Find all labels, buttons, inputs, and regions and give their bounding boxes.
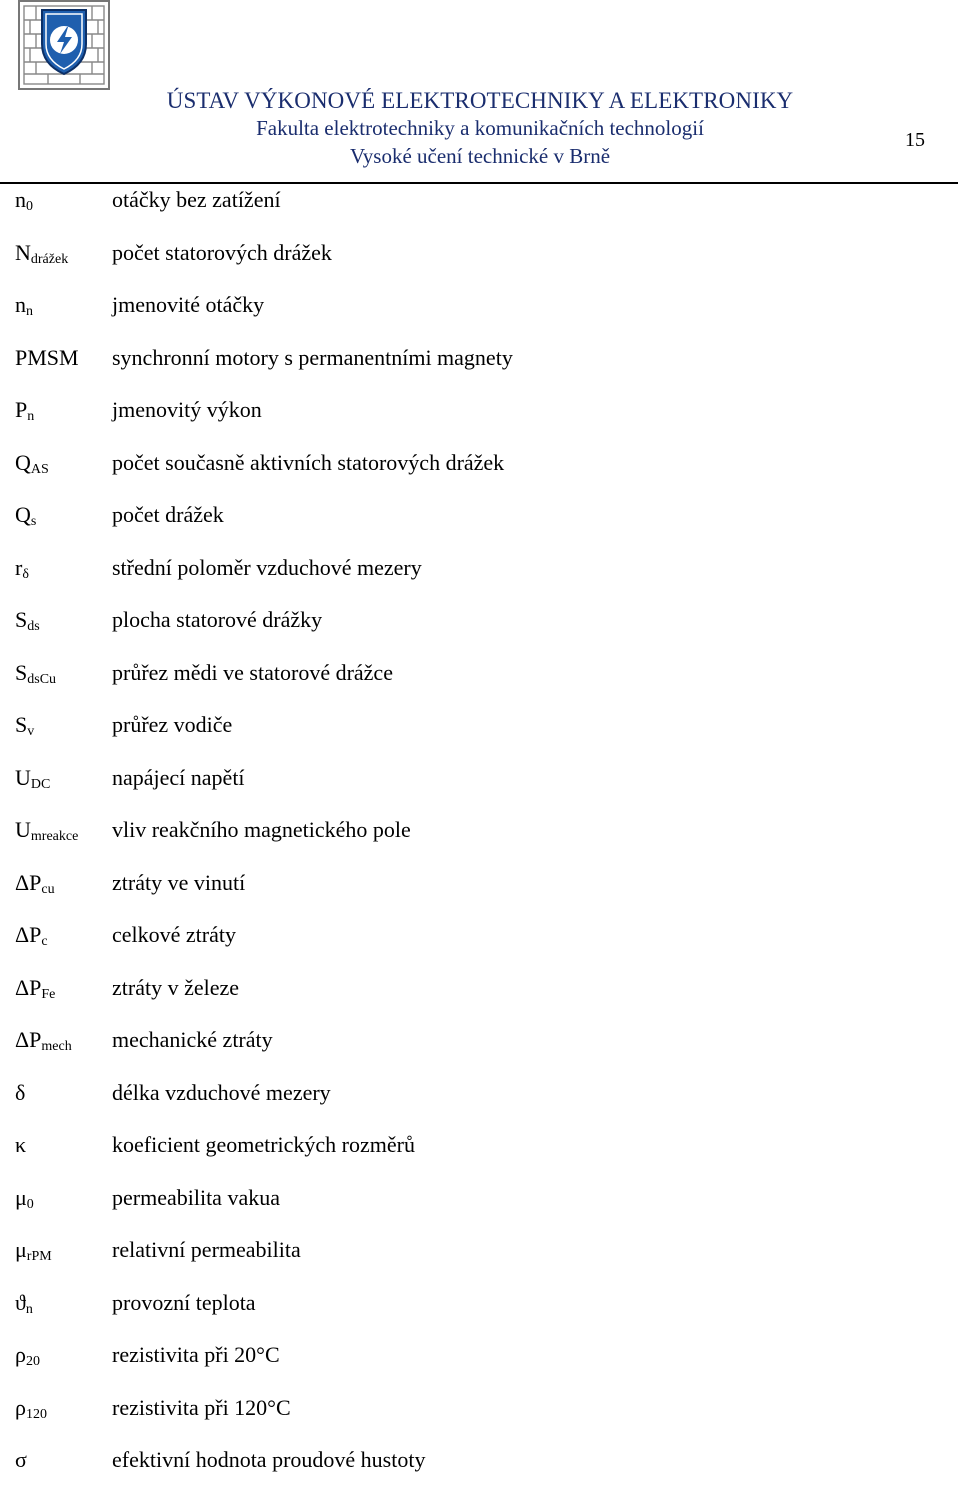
- symbol-subscript: cu: [41, 881, 55, 897]
- symbol-description: synchronní motory s permanentními magnety: [112, 344, 513, 370]
- symbol-description: permeabilita vakua: [112, 1184, 280, 1210]
- university-logo-icon: [18, 0, 110, 92]
- symbol-base: ΔP: [15, 974, 42, 1000]
- symbol-subscript: DC: [30, 776, 51, 792]
- symbol-subscript: 0: [26, 199, 33, 214]
- symbol-row: [0, 1079, 960, 1132]
- symbol-base: r: [15, 554, 23, 580]
- symbol-description: jmenovité otáčky: [112, 292, 265, 317]
- symbol: [15, 1079, 25, 1107]
- symbol: [15, 921, 48, 956]
- symbol-base: κ: [15, 1132, 27, 1157]
- symbol-description: vliv reakčního magnetického pole: [112, 817, 411, 842]
- symbol-description: průřez vodiče: [112, 712, 233, 737]
- symbol-base: PMSM: [15, 344, 79, 370]
- symbol-description: počet statorových drážek: [112, 239, 332, 265]
- symbol-description: střední poloměr vzduchové mezery: [112, 554, 422, 580]
- symbol-description: průřez mědi ve statorové drážce: [112, 659, 393, 685]
- symbol-subscript: ds: [27, 619, 40, 634]
- symbol-description: délka vzduchové mezery: [112, 1079, 331, 1105]
- symbol-subscript: dsCu: [27, 671, 57, 687]
- symbol-base: σ: [15, 1447, 27, 1472]
- symbol-base: ρ: [15, 1394, 26, 1420]
- header-divider: [0, 182, 958, 184]
- symbol: [15, 1236, 52, 1271]
- symbol-row: [0, 396, 960, 449]
- symbol-subscript: 20: [25, 1354, 40, 1369]
- symbol-description: ztráty ve vinutí: [112, 869, 246, 895]
- symbol-row: [0, 1184, 960, 1237]
- symbol-subscript: δ: [22, 566, 29, 582]
- symbol-subscript: s: [30, 514, 37, 529]
- symbol-subscript: n: [27, 409, 35, 424]
- symbol: [15, 291, 33, 326]
- symbol: [15, 1394, 47, 1429]
- symbol-base: U: [15, 764, 31, 790]
- symbol: [15, 1446, 27, 1474]
- symbol-subscript: drážek: [30, 251, 69, 267]
- symbol-row: [0, 816, 960, 869]
- symbol: [15, 606, 40, 641]
- symbol-base: N: [15, 239, 31, 265]
- symbol: [15, 1026, 72, 1061]
- symbol-base: ρ: [15, 1342, 26, 1367]
- page-number: 15: [905, 129, 925, 151]
- symbol-subscript: 0: [26, 1196, 34, 1212]
- symbol-row: [0, 291, 960, 344]
- symbol: [15, 239, 68, 274]
- symbol-description: mechanické ztráty: [112, 1027, 273, 1052]
- symbol-description: ztráty v železe: [112, 974, 240, 1000]
- symbol-base: Q: [15, 449, 31, 475]
- symbol: [15, 186, 33, 221]
- symbol-row: [0, 1131, 960, 1184]
- symbol-description: otáčky bez zatížení: [112, 187, 281, 212]
- symbol-base: ΔP: [15, 1027, 42, 1052]
- symbol: [15, 974, 55, 1009]
- symbol-subscript: mreakce: [30, 829, 79, 844]
- symbol-subscript: 120: [25, 1406, 47, 1422]
- symbol-description: počet současně aktivních statorových drážek: [112, 449, 505, 475]
- symbol-base: μ: [15, 1237, 27, 1262]
- university-name: Vysoké učení technické v Brně: [349, 144, 611, 168]
- symbol-description: počet drážek: [112, 502, 224, 527]
- symbol-subscript: n: [25, 1301, 33, 1317]
- symbol-row: [0, 1394, 960, 1447]
- symbol-description: rezistivita při 120°C: [112, 1394, 291, 1420]
- symbol-row: [0, 869, 960, 922]
- symbol: [15, 344, 79, 372]
- symbol: [15, 1131, 26, 1159]
- symbol-row: [0, 921, 960, 974]
- symbol: [15, 1289, 33, 1324]
- symbol: [15, 449, 49, 484]
- symbol: [15, 1341, 40, 1376]
- symbol-subscript: n: [26, 304, 33, 319]
- symbol-description: koeficient geometrických rozměrů: [112, 1132, 415, 1157]
- symbol-row: [0, 974, 960, 1027]
- symbol-base: Q: [15, 502, 31, 527]
- symbol-base: S: [15, 659, 28, 685]
- symbol-base: n: [15, 292, 26, 317]
- symbol-row: [0, 1446, 960, 1499]
- symbol-row: [0, 764, 960, 817]
- faculty-name: Fakulta elektrotechniky a komunikačních technologií: [256, 116, 704, 140]
- symbol-base: ϑ: [15, 1289, 26, 1315]
- symbol: [15, 869, 55, 904]
- institute-name: ÚSTAV VÝKONOVÉ ELEKTROTECHNIKY A ELEKTRONIKY: [166, 88, 794, 113]
- symbol-row: [0, 501, 960, 554]
- symbol-row: [0, 554, 960, 607]
- symbol-row: [0, 449, 960, 502]
- symbol-base: ΔP: [15, 869, 42, 895]
- symbol-description: celkové ztráty: [112, 922, 236, 947]
- symbol-row: [0, 239, 960, 292]
- symbol: [15, 711, 34, 746]
- symbol-row: [0, 711, 960, 764]
- symbol-row: [0, 1341, 960, 1394]
- symbol-description: provozní teplota: [112, 1289, 256, 1315]
- symbol: [15, 501, 36, 536]
- symbol-subscript: mech: [41, 1039, 72, 1054]
- symbol-subscript: v: [27, 724, 35, 739]
- symbol-base: δ: [15, 1079, 26, 1105]
- symbol: [15, 554, 29, 589]
- symbol-base: S: [15, 607, 28, 632]
- symbol-row: [0, 659, 960, 712]
- symbol: [15, 659, 56, 694]
- symbol-description: jmenovitý výkon: [112, 397, 262, 422]
- symbol-base: U: [15, 817, 31, 842]
- symbol-subscript: c: [41, 934, 48, 949]
- symbol-row: [0, 186, 960, 239]
- symbol-subscript: AS: [30, 461, 49, 477]
- symbol-base: n: [15, 187, 26, 212]
- symbol-description: relativní permeabilita: [112, 1237, 301, 1262]
- symbol-subscript: Fe: [41, 986, 56, 1002]
- symbol: [15, 1184, 34, 1219]
- symbol-row: [0, 344, 960, 397]
- symbol: [15, 396, 34, 431]
- symbol-description: plocha statorové drážky: [112, 607, 323, 632]
- symbol-base: ΔP: [15, 922, 42, 947]
- symbol-description: efektivní hodnota proudové hustoty: [112, 1447, 426, 1472]
- symbol-row: [0, 1026, 960, 1079]
- symbol-row: [0, 606, 960, 659]
- symbol-base: P: [15, 397, 28, 422]
- symbol-base: S: [15, 712, 28, 737]
- symbol-description: rezistivita při 20°C: [112, 1342, 280, 1367]
- symbol-row: [0, 1236, 960, 1289]
- symbol-row: [0, 1289, 960, 1342]
- symbol-description: napájecí napětí: [112, 764, 245, 790]
- symbol-subscript: rPM: [26, 1249, 52, 1264]
- symbol: [15, 816, 78, 851]
- symbol: [15, 764, 50, 799]
- symbol-base: μ: [15, 1184, 27, 1210]
